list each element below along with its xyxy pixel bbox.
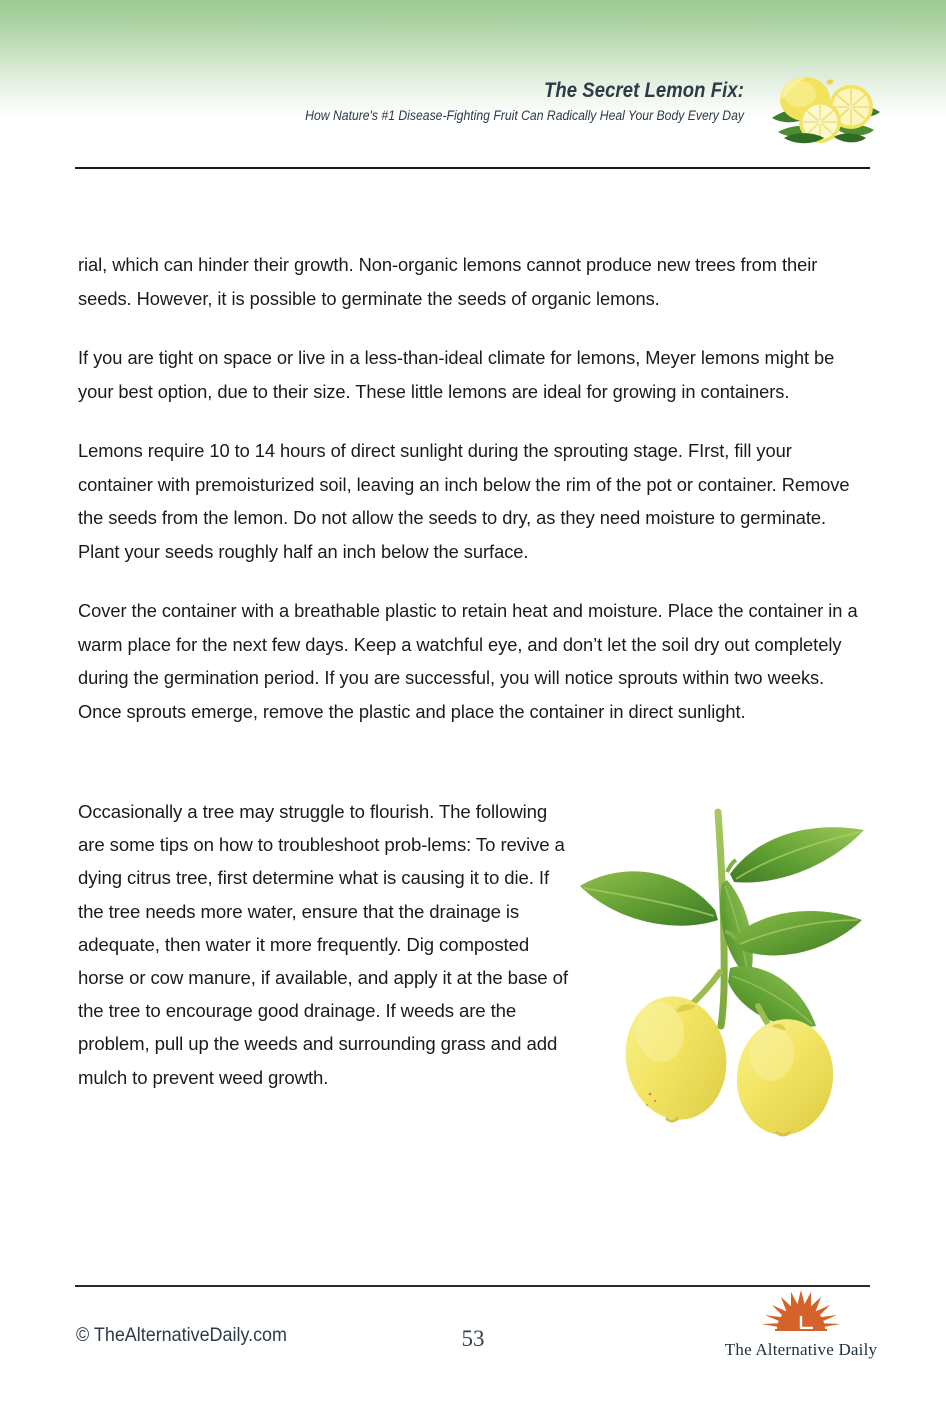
copyright-text: © TheAlternativeDaily.com (76, 1324, 287, 1346)
sunburst-icon (716, 1290, 886, 1339)
body-paragraph-wrapped: Occasionally a tree may struggle to flourish. The following are some tips on how to troubleshoot prob-lems: To revive a dying citrus tree, first determine what is causing it to die. If the tree needs more water, ensure that the drainage is adequate, then water it more frequently. Dig composted horse or cow manure, if available, and apply it at the base of the tree to encourage good drainage. If weeds are the problem, pull up the weeds and surrounding grass and add mulch to prevent weed growth. (78, 801, 568, 1088)
book-title: The Secret Lemon Fix: (543, 79, 744, 102)
page-number: 53 (461, 1326, 485, 1351)
body-paragraph: Cover the container with a breathable plastic to retain heat and moisture. Place the container in a warm place for the next few days. Keep a watchful eye, and don’t let the soil dry out completely during the germination period. If you are successful, you will notice sprouts within two weeks. Once sprouts emerge, remove the plastic and place the container in direct sunlight. (78, 600, 858, 722)
body-paragraph: Lemons require 10 to 14 hours of direct sunlight during the sprouting stage. FIrst, fill your container with premoisturized soil, leaving an inch below the rim of the pot or container. Remove the seeds from the lemon. Do not allow the seeds to dry, as they need moisture to germinate. Plant your seeds roughly half an inch below the surface. (78, 440, 850, 562)
header-title-block (224, 78, 744, 126)
body-paragraph: If you are tight on space or live in a less-than-ideal climate for lemons, Meyer lemons might be your best option, due to their size. These little lemons are ideal for growing in containers. (78, 347, 835, 402)
page-footer (0, 1318, 946, 1378)
brand-name-text: The Alternative Daily (724, 1340, 878, 1359)
body-wrap-column (78, 795, 570, 1094)
body-paragraph: rial, which can hinder their growth. Non-organic lemons cannot produce new trees from their seeds. However, it is possible to germinate the seeds of organic lemons. (78, 254, 818, 309)
page-header (0, 78, 946, 148)
brand-logo (716, 1290, 886, 1360)
header-divider-rule (75, 167, 870, 169)
footer-divider-rule (75, 1285, 870, 1287)
lemon-cluster-illustration (762, 72, 888, 148)
lemon-branch-photo (572, 800, 902, 1145)
book-subtitle: How Nature's #1 Disease-Fighting Fruit Can Radically Heal Your Body Every Day (305, 108, 744, 125)
body-content (78, 248, 870, 728)
